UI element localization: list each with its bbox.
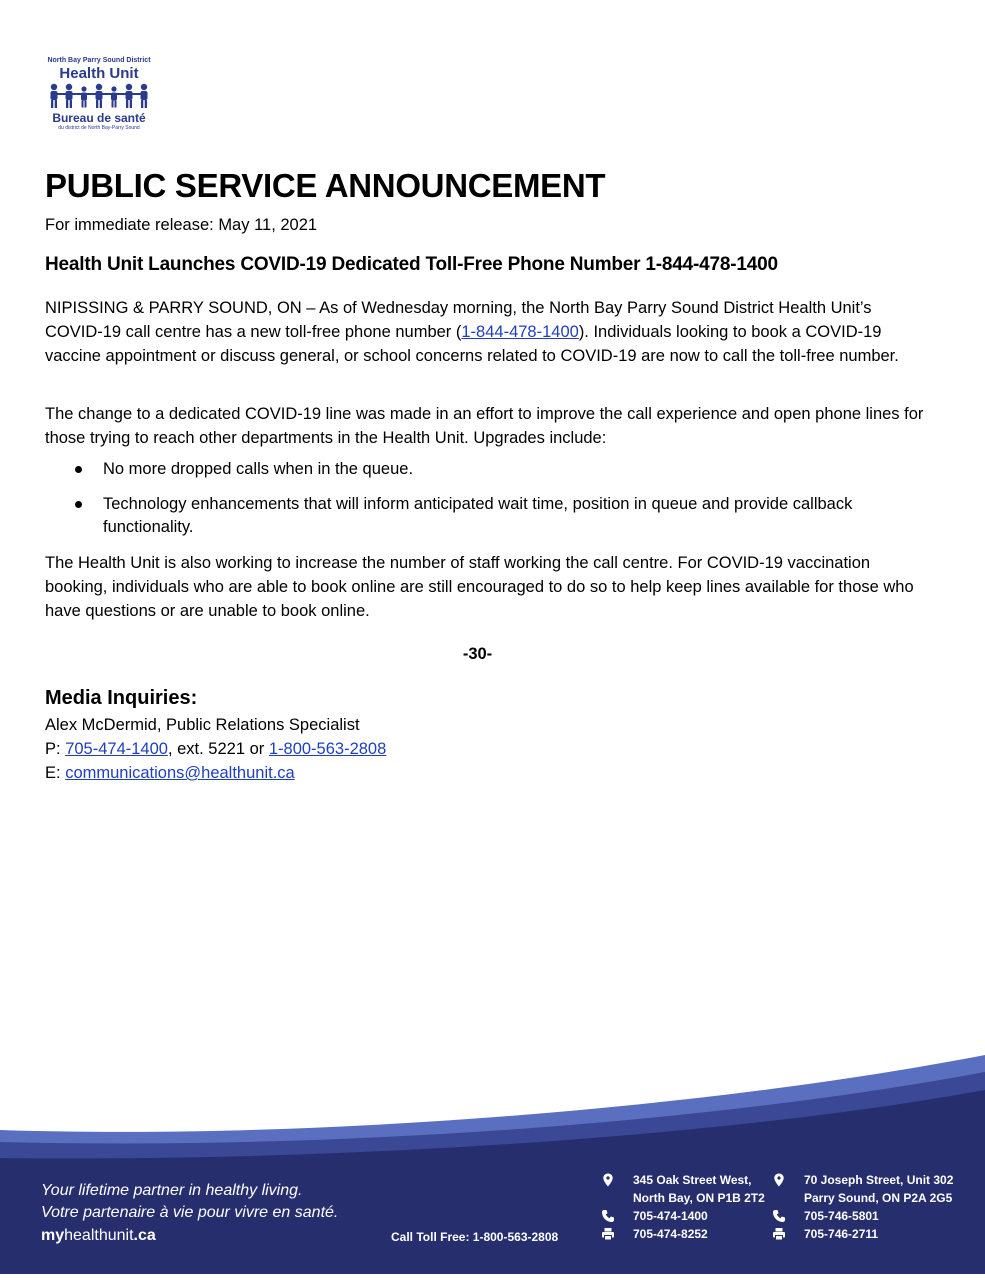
phone-number: 705-746-5801 [804,1209,879,1223]
health-unit-logo [44,57,154,131]
office-parry-sound [772,1171,953,1243]
phone-row [772,1207,953,1225]
site-name: healthunit [64,1227,134,1244]
page-title: PUBLIC SERVICE ANNOUNCEMENT [45,167,606,204]
site-tld: .ca [133,1227,156,1244]
fax-row [601,1225,765,1243]
toll-free-number-link[interactable]: 1-844-478-1400 [461,323,579,341]
address-row [772,1171,953,1207]
phone-icon [772,1209,786,1223]
contact-name: Alex McDermid, Public Relations Specialist [45,716,360,734]
release-date: For immediate release: May 11, 2021 [45,216,318,234]
contact-email-line [45,761,386,785]
logo-district-text: North Bay Parry Sound District [47,57,151,64]
paragraph-intro-text-2: ). Individuals looking to book a COVID-19 vaccine appointment or discuss general, or school concerns related to COVID-19 are now to call the toll-free number. [45,323,899,365]
phone-link-local[interactable]: 705-474-1400 [65,740,168,758]
footer-toll-free: Call Toll Free: 1-800-563-2808 [391,1230,559,1244]
end-mark: -30- [462,645,493,663]
logo-bureau-text: Bureau de santé [52,111,146,125]
address-city: North Bay, ON P1B 2T2 [633,1191,765,1205]
phone-number: 705-474-1400 [633,1209,708,1223]
logo-people-icon [47,83,151,109]
email-link[interactable]: communications@healthunit.ca [65,764,295,782]
address-city: Parry Sound, ON P2A 2G5 [804,1191,953,1205]
phone-prefix: P: [45,740,66,758]
slogan-english: Your lifetime partner in healthy living. [41,1182,303,1199]
headline: Health Unit Launches COVID-19 Dedicated Toll-Free Phone Number 1-844-478-1400 [45,254,778,275]
phone-mid-text: , ext. 5221 or [167,740,269,758]
logo-district-fr-text: du district de North Bay-Parry Sound [58,125,140,131]
footer-slogan [41,1180,338,1224]
fax-number: 705-474-8252 [633,1227,708,1241]
printer-icon [772,1227,786,1241]
media-inquiries-heading: Media Inquiries: [45,687,198,709]
slogan-french: Votre partenaire à vie pour vivre en santé. [41,1204,339,1221]
location-pin-icon [601,1173,615,1187]
paragraph-staffing: The Health Unit is also working to increase the number of staff working the call centre. For COVID-19 vaccination booking, individuals who are able to book online are still encouraged to do so to help keep lines available for those who have questions or are unable to book online. [45,554,914,620]
fax-number: 705-746-2711 [804,1227,879,1241]
office-north-bay [601,1171,765,1243]
phone-link-tollfree[interactable]: 1-800-563-2808 [268,740,387,758]
phone-icon [601,1209,615,1223]
paragraph-change: The change to a dedicated COVID-19 line was made in an effort to improve the call experience and open phone lines for those trying to reach other departments in the Health Unit. Upgrades include: [45,405,924,447]
media-contact [45,713,386,785]
site-my: my [41,1227,65,1244]
location-pin-icon [772,1173,786,1187]
website-link[interactable] [41,1227,156,1245]
upgrades-list [45,458,925,551]
contact-phone-line [45,737,386,761]
address-street: 345 Oak Street West, [633,1173,752,1187]
address-row [601,1171,765,1207]
fax-row [772,1225,953,1243]
list-item: No more dropped calls when in the queue. [45,458,925,481]
phone-row [601,1207,765,1225]
footer-wave-banner [0,1050,985,1280]
email-prefix: E: [45,764,66,782]
paragraph-intro [45,296,925,368]
address-street: 70 Joseph Street, Unit 302 [804,1173,954,1187]
paragraph-intro-text-1: NIPISSING & PARRY SOUND, ON – As of Wednesday morning, the North Bay Parry Sound District Health Unit’s COVID-19 call centre has a new toll-free phone number ( [45,299,872,341]
printer-icon [601,1227,615,1241]
list-item: Technology enhancements that will inform anticipated wait time, position in queue and provide callback functionality. [45,493,925,539]
logo-health-unit-text: Health Unit [59,65,139,82]
